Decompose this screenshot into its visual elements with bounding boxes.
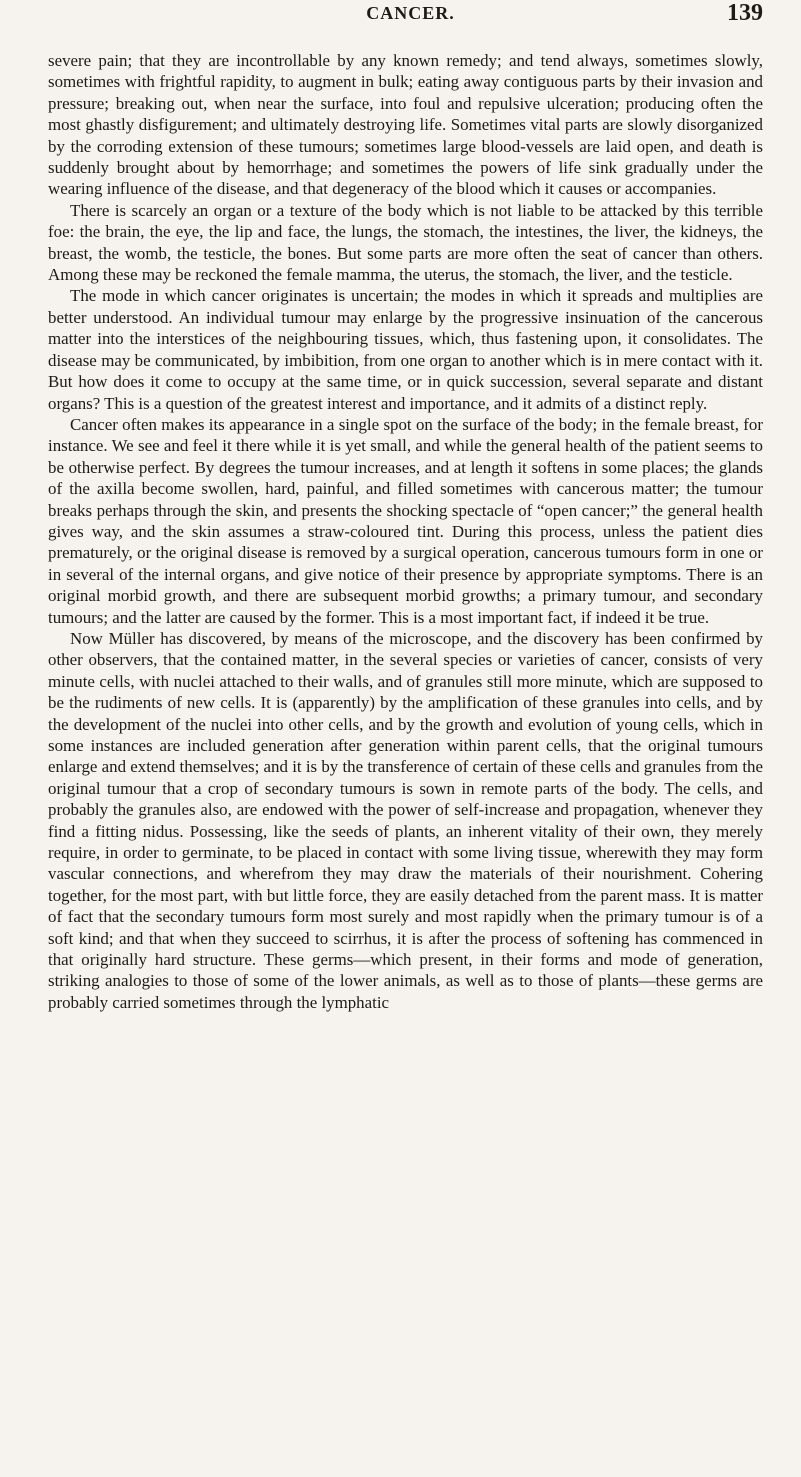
paragraph: There is scarcely an organ or a texture of the body which is not liable to be attacked by this terrible foe: the brain, the eye, the lip and face, the lungs, the stomach, the intestines, the liver, the kidneys, the breast, the womb, the testicle, the bones. But some parts are more often the seat of cancer than others. Among these may be reckoned the female mamma, the uterus, the stomach, the liver, and the testicle. <box>48 200 763 285</box>
body-text <box>48 50 763 1013</box>
paragraph-continued: severe pain; that they are incontrollable by any known remedy; and tend always, sometimes slowly, sometimes with frightful rapidity, to augment in bulk; eating away contiguous parts by their invasion and pressure; breaking out, when near the surface, into foul and repulsive ulceration; producing often the most ghastly disfigurement; and ultimately destroying life. Sometimes vital parts are slowly disorganized by the corroding extension of these tumours; sometimes large blood-vessels are laid open, and death is suddenly brought about by hemorrhage; and sometimes the powers of life sink gradually under the wearing influence of the disease, and that degeneracy of the blood which it causes or accompanies. <box>48 51 763 199</box>
page-number: 139 <box>727 0 763 26</box>
paragraph: Cancer often makes its appearance in a single spot on the surface of the body; in the female breast, for instance. We see and feel it there while it is yet small, and while the general health of the patient seems to be otherwise perfect. By degrees the tumour increases, and at length it softens in some places; the glands of the axilla become swollen, hard, painful, and filled sometimes with cancerous matter; the tumour breaks perhaps through the skin, and presents the shocking spectacle of “open cancer;” the general health gives way, and the skin assumes a straw-coloured tint. During this process, unless the patient dies prematurely, or the original disease is removed by a surgical operation, cancerous tumours form in one or in several of the internal organs, and give notice of their presence by appropriate symptoms. There is an original morbid growth, and there are subsequent morbid growths; a primary tumour, and secondary tumours; and the latter are caused by the former. This is a most important fact, if indeed it be true. <box>48 414 763 627</box>
paragraph: Now Müller has discovered, by means of the microscope, and the discovery has been confirmed by other observers, that the contained matter, in the several species or varieties of cancer, consists of very minute cells, with nuclei attached to their walls, and of granules still more minute, which are supposed to be the rudiments of new cells. It is (apparently) by the amplification of these granules into cells, and by the development of the nuclei into other cells, and by the growth and evolution of young cells, which in some instances are included generation after generation within parent cells, that the original tumours enlarge and extend themselves; and it is by the transference of certain of these cells and granules from the original tumour that a crop of secondary tumours is sown in remote parts of the body. The cells, and probably the granules also, are endowed with the power of self-increase and propagation, whenever they find a fitting nidus. Possessing, like the seeds of plants, an inherent vitality of their own, they merely require, in order to germinate, to be placed in contact with some living tissue, wherewith they may form vascular connections, and wherefrom they may draw the materials of their nourishment. Cohering together, for the most part, with but little force, they are easily detached from the parent mass. It is matter of fact that the secondary tumours form most surely and most rapidly when the primary tumour is of a soft kind; and that when they succeed to scirrhus, it is after the process of softening has commenced in that originally hard structure. These germs—which present, in their forms and mode of generation, striking analogies to those of some of the lower animals, as well as to those of plants—these germs are probably carried sometimes through the lymphatic <box>48 628 763 1012</box>
paragraph: The mode in which cancer originates is uncertain; the modes in which it spreads and multiplies are better understood. An individual tumour may enlarge by the progressive insinuation of the cancerous matter into the interstices of the neighbouring tissues, which, thus fastening upon, it consolidates. The disease may be communicated, by imbibition, from one organ to another which is in mere contact with it. But how does it come to occupy at the same time, or in quick succession, several separate and distant organs? This is a question of the greatest interest and importance, and it admits of a distinct reply. <box>48 286 763 413</box>
running-title: CANCER. <box>366 3 455 23</box>
running-head <box>48 0 763 40</box>
